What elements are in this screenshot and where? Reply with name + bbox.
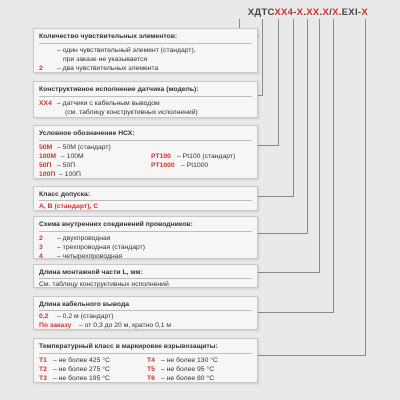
list-item: [39, 321, 252, 330]
connector-v5: [307, 19, 308, 233]
list-item: [39, 312, 252, 321]
list-item: [39, 143, 252, 152]
item-code: ХХ4: [39, 100, 52, 107]
box-cable-length: [33, 296, 258, 330]
code-sep: .: [319, 7, 323, 18]
code-part: Х: [322, 7, 330, 18]
item-code: 3: [39, 244, 43, 251]
item-code: 0,2: [39, 313, 49, 320]
code-sep: .: [303, 7, 307, 18]
item-code: 4: [39, 253, 43, 260]
box-title: Длина монтажной части L, мм:: [39, 269, 143, 276]
list-item: [39, 243, 252, 252]
box-title: Длина кабельного вывода: [39, 301, 130, 308]
list-item: [39, 374, 252, 383]
item-code: По заказу: [39, 322, 72, 329]
box-title: Условное обозначение НСХ:: [39, 130, 135, 137]
box-title: Схема внутренних соединений проводников:: [39, 221, 193, 228]
box-tolerance: [33, 186, 258, 211]
item-code: 50М: [39, 144, 53, 151]
box-title: Конструктивное исполнение датчика (модель):: [39, 86, 199, 93]
item-code: РТ1000: [151, 162, 175, 169]
item-text: – 50П: [57, 162, 76, 169]
divider: [39, 278, 252, 279]
list-item: [39, 152, 252, 161]
item-code: 100М: [39, 153, 57, 160]
connector-h5: [258, 233, 308, 234]
divider: [39, 140, 252, 141]
list-item: [39, 99, 252, 108]
item-text: при заказе не указывается: [63, 56, 148, 63]
code-sep: /: [329, 7, 333, 18]
box-wiring: [33, 216, 258, 259]
box-design: [33, 81, 258, 118]
item-text: – трехпроводная (стандарт): [57, 244, 146, 251]
code-sep: .EXI-: [338, 7, 362, 18]
connector-v3: [278, 19, 279, 145]
divider: [39, 96, 252, 97]
item-code: 50П: [39, 162, 52, 169]
code-part: ХХ4: [274, 7, 294, 18]
item-text: – датчики с кабельным выводом: [57, 100, 160, 107]
connector-v6: [319, 19, 320, 272]
box-length: [33, 264, 258, 288]
connector-v2: [262, 19, 263, 95]
code-part: Х: [296, 7, 304, 18]
code-part: ХХ: [306, 7, 320, 18]
connector-h6: [258, 272, 320, 273]
item-text: – Pt100 (стандарт): [177, 153, 236, 160]
item-text: – один чувствительный элемент (стандарт),: [57, 47, 196, 54]
item-text: – не более 275 °С: [53, 366, 110, 373]
code-sep: -: [293, 7, 297, 18]
item-text: – не более 195 °С: [53, 375, 110, 382]
tolerance-value: А, В (стандарт), С: [39, 203, 99, 210]
item-text: – два чувствительных элемента: [57, 65, 159, 72]
list-item: [39, 161, 252, 170]
list-item: [39, 356, 252, 365]
divider: [39, 231, 252, 232]
divider: [39, 310, 252, 311]
list-item: [39, 170, 252, 179]
connector-v8: [365, 19, 366, 355]
item-text: – не более 425 °С: [53, 357, 110, 364]
divider: [39, 200, 252, 201]
item-text: – 50М (стандарт): [57, 144, 111, 151]
item-text: – четырехпроводная: [57, 253, 123, 260]
item-text: – не более 130 °С: [161, 357, 218, 364]
length-text: См. таблицу конструктивных исполнений: [39, 281, 169, 288]
item-text: – не более 95 °С: [161, 366, 215, 373]
code-part: Х: [332, 7, 339, 18]
list-item: [39, 64, 252, 73]
item-code: Т6: [147, 375, 155, 382]
connector-h1: [258, 35, 259, 36]
item-code: 2: [39, 235, 43, 242]
item-text: – 0,2 м (стандарт): [57, 313, 114, 320]
box-nsx: [33, 125, 258, 179]
divider: [39, 43, 252, 44]
list-item: [39, 108, 252, 117]
item-code: Т3: [39, 375, 47, 382]
connector-h2: [258, 95, 263, 96]
item-code: Т5: [147, 366, 155, 373]
item-text: – от 0,3 до 20 м, кратно 0,1 м: [79, 322, 172, 329]
list-item: [39, 234, 252, 243]
connector-h8: [258, 355, 366, 356]
item-code: 2: [39, 65, 43, 72]
connector-h7: [258, 312, 334, 313]
connector-h4: [258, 196, 294, 197]
item-text: (см. таблицу конструктивных исполнений): [65, 109, 198, 116]
code-prefix: ХДТС: [247, 7, 275, 18]
list-item: [39, 55, 252, 64]
box-title: Класс допуска:: [39, 191, 91, 198]
box-title: Температурный класс в маркировке взрывозащиты:: [39, 343, 218, 350]
box-sensing-elements: [33, 28, 258, 73]
item-code: Т2: [39, 366, 47, 373]
connector-v4: [293, 19, 294, 196]
item-text: – не более 80 °С: [161, 375, 215, 382]
item-text: – двухпроводная: [57, 235, 111, 242]
divider: [39, 353, 252, 354]
item-text: – 100М: [61, 153, 84, 160]
item-text: – Pt1000: [181, 162, 209, 169]
box-title: Количество чувствительных элементов:: [39, 33, 178, 40]
item-code: Т4: [147, 357, 155, 364]
box-temperature-class: [33, 338, 258, 383]
item-code: Т1: [39, 357, 47, 364]
connector-h3: [258, 145, 279, 146]
list-item: [39, 252, 252, 261]
list-item: [39, 365, 252, 374]
list-item: [39, 46, 252, 55]
item-text: – 100П: [59, 171, 81, 178]
item-code: РТ100: [151, 153, 171, 160]
code-part: Х: [361, 7, 368, 18]
item-code: 100П: [39, 171, 56, 178]
connector-v7: [333, 19, 334, 312]
model-code: [248, 7, 368, 18]
